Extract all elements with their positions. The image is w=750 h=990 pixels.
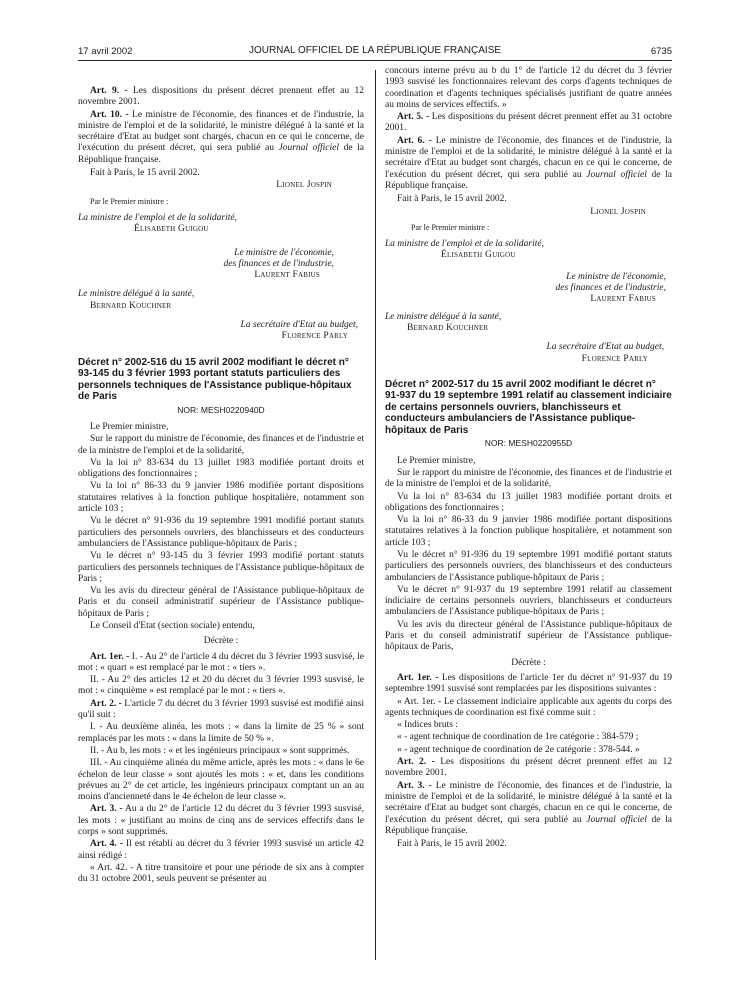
fait-a-paris: Fait à Paris, le 15 avril 2002. <box>90 168 200 179</box>
visa-4: Vu le décret n° 91-936 du 19 septembre 1991 modifié portant statuts particuliers des personnels ouvriers, des blanchisseurs et des conducteurs ambulanciers de l'Assistance publique-hôpitaux de Paris ; <box>385 550 672 583</box>
visa-2: Vu la loi n° 83-634 du 13 juillet 1983 modifiée portant droits et obligations des fonctionnaires ; <box>385 491 672 513</box>
article-3: Art. 3. - Le ministre de l'économie, des finances et de l'industrie, la ministre de l'emploi et de la solidarité, le ministre délégué à la santé et la secrétaire d'Etat au budget sont chargés, chacun en ce qui le concerne, de l'exécution du présent décret, qui sera publié au Journal officiel de la République française. <box>385 780 673 836</box>
indice-2e-categorie: « - agent technique de coordination de 2e catégorie : 378-544. » <box>397 744 640 755</box>
article-1-quote: « Art. 1er. - Le classement indiciaire applicable aux agents du corps des agents techniques de coordination est fixé comme suit : <box>385 696 672 718</box>
fait-a-paris-2: Fait à Paris, le 15 avril 2002. <box>397 839 507 850</box>
title-ministre-emploi: La ministre de l'emploi et de la solidarité, <box>385 239 544 250</box>
page-header <box>78 44 672 61</box>
article-4: Art. 4. - Il est rétabli au décret du 3 février 1993 susvisé un article 42 ainsi rédigé : <box>78 839 364 861</box>
fait-a-paris: Fait à Paris, le 15 avril 2002. <box>397 194 507 205</box>
column-divider <box>375 70 376 960</box>
indice-1re-categorie: « - agent technique de coordination de 1re catégorie : 384-579 ; <box>397 732 639 743</box>
visa-6: Vu les avis du directeur général de l'Assistance publique-hôpitaux de Paris et du conseil administratif supérieur de l'Assistance publique-hôpitaux de Paris, <box>385 619 672 653</box>
title-secretaire-budget: La secrétaire d'Etat au budget, <box>546 342 664 353</box>
signature-fabius: Laurent Fabius <box>254 270 320 281</box>
signature-parly: Florence Parly <box>581 353 648 364</box>
signature-guigou: Élisabeth Guigou <box>134 224 209 235</box>
signature-fabius: Laurent Fabius <box>590 294 656 305</box>
visa-1: Sur le rapport du ministre de l'économie, des finances et de l'industrie et de la ministre de l'emploi et de la solidarité, <box>385 467 672 490</box>
par-premier-ministre: Par le Premier ministre : <box>411 222 490 232</box>
par-premier-ministre: Par le Premier ministre : <box>90 196 169 206</box>
article-9: Art. 9. - Les dispositions du présent décret prennent effet au 12 novembre 2001. <box>78 86 365 108</box>
article-2-ii: II. - Au b, les mots : « et les ingénieurs principaux » sont supprimés. <box>90 745 350 756</box>
decree-517-title: Décret n° 2002-517 du 15 avril 2002 modifiant le décret n° 91-937 du 19 septembre 1991 relatif au classement indiciaire de certains personnels ouvriers, blanchisseurs et conducteurs ambulanciers de l'Assistance publique-hôpitaux de Paris <box>385 378 672 436</box>
visa-5: Vu le décret n° 93-145 du 3 février 1993 modifié portant statuts particuliers des personnels techniques de l'Assistance publique-hôpitaux de Paris ; <box>78 551 364 584</box>
visa-4: Vu le décret n° 91-936 du 19 septembre 1991 modifié portant statuts particuliers des personnels ouvriers, des blanchisseurs et des conducteurs ambulanciers de l'Assistance publique-hôpitaux de Paris ; <box>78 516 364 549</box>
title-ministre-sante: Le ministre délégué à la santé, <box>78 289 195 300</box>
visa-3: Vu la loi n° 86-33 du 9 janvier 1986 modifiée portant dispositions statutaires relatives à la fonction publique hospitalière, notamment son article 103 ; <box>78 481 364 515</box>
article-1-ii: II. - Au 2° des articles 12 et 20 du décret du 3 février 1993 susvisé, le mot : « cinquième » est remplacé par le mot : « tiers ». <box>78 675 364 697</box>
article-2-i: I. - Au deuxième alinéa, les mots : « dans la limite de 25 % » sont remplacés par les mots : « dans la limite de 50 % ». <box>78 722 364 744</box>
signature-jospin: Lionel Jospin <box>590 206 646 217</box>
article-10: Art. 10. - Le ministre de l'économie, des finances et de l'industrie, la ministre de l'emploi et de la solidarité, le ministre délégué à la santé et la secrétaire d'Etat au budget sont chargés, chacun en ce qui le concerne, de l'exécution du présent décret, qui sera publié au Journal officiel de la République française. <box>78 109 364 165</box>
nor-reference: NOR: MESH0220955D <box>484 438 573 449</box>
decrete: Décrète : <box>203 636 239 647</box>
title-ministre-finances: des finances et de l'industrie, <box>555 283 666 294</box>
indices-bruts: « Indices bruts : <box>397 720 458 731</box>
signature-parly: Florence Parly <box>281 331 348 342</box>
right-column <box>385 66 672 851</box>
title-ministre-economie: Le ministre de l'économie, <box>566 271 666 282</box>
title-secretaire-budget: La secrétaire d'Etat au budget, <box>240 320 358 331</box>
visa-5: Vu le décret n° 91-937 du 19 septembre 1991 relatif au classement indiciaire de certains personnels ouvriers, blanchisseurs et conducteurs ambulanciers de l'Assistance publique-hôpitaux de Paris ; <box>385 584 672 618</box>
article-1: Art. 1er. - Les dispositions de l'article 1er du décret n° 91-937 du 19 septembre 1991 susvisé sont remplacées par les dispositions suivantes : <box>385 672 672 695</box>
article-2-iii: III. - Au cinquième alinéa du même article, après les mots : « dans le 6e échelon de leur classe » sont ajoutés les mots : « et, dans les conditions prévues au 2° de cet article, les ingénieurs principaux comptant un an au moins d'ancienneté dans le 4e échelon de leur classe ». <box>78 758 364 803</box>
article-42-continued: concours interne prévu au b du 1° de l'article 12 du décret du 3 février 1993 susvisé les fonctionnaires relevant des corps d'agents techniques de coordination et d'agents techniques spécialisés justifiant de quatre années au moins de services effectifs. » <box>385 66 672 110</box>
article-1: Art. 1er. - I. - Au 2° de l'article 4 du décret du 3 février 1993 susvisé, le mot : « quart » est remplacé par le mot : « tiers ». <box>78 651 364 673</box>
header-title: JOURNAL OFFICIEL DE LA RÉPUBLIQUE FRANÇAISE <box>248 45 502 56</box>
signature-guigou: Élisabeth Guigou <box>441 250 516 261</box>
decree-516-title: Décret n° 2002-516 du 15 avril 2002 modifiant le décret n° 93-145 du 3 février 1993 portant statuts particuliers des personnels techniques de l'Assistance publique-hôpitaux de Paris <box>78 356 352 403</box>
header-page-number: 6735 <box>650 46 672 57</box>
article-5: Art. 5. - Les dispositions du présent décret prennent effet au 31 octobre 2001. <box>385 112 673 134</box>
visa-7: Le Conseil d'Etat (section sociale) entendu, <box>90 620 255 631</box>
title-ministre-emploi: La ministre de l'emploi et de la solidarité, <box>78 212 237 223</box>
signature-jospin: Lionel Jospin <box>276 180 332 191</box>
decrete: Décrète : <box>511 657 546 668</box>
article-3: Art. 3. - Au a du 2° de l'article 12 du décret du 3 février 1993 susvisé, les mots : « justifiant au moins de cinq ans de services effectifs dans le corps » sont supprimés. <box>78 804 364 838</box>
title-ministre-finances: des finances et de l'industrie, <box>223 258 334 269</box>
title-ministre-economie: Le ministre de l'économie, <box>234 247 334 258</box>
nor-reference: NOR: MESH0220940D <box>177 404 265 415</box>
title-ministre-sante: Le ministre délégué à la santé, <box>385 311 502 322</box>
article-2: Art. 2. - L'article 7 du décret du 3 février 1993 susvisé est modifié ainsi qu'il suit : <box>78 698 364 721</box>
visa-2: Vu la loi n° 83-634 du 13 juillet 1983 modifiée portant droits et obligations des fonctionnaires ; <box>78 457 364 480</box>
premier-ministre: Le Premier ministre, <box>90 421 169 432</box>
visa-3: Vu la loi n° 86-33 du 9 janvier 1986 modifiée portant dispositions statutaires relatives à la fonction publique hospitalière, et notamment son article 103 ; <box>385 515 672 548</box>
header-date: 17 avril 2002 <box>78 46 133 57</box>
signature-kouchner: Bernard Kouchner <box>90 300 172 311</box>
premier-ministre: Le Premier ministre, <box>397 455 476 466</box>
article-42: « Art. 42. - A titre transitoire et pour une période de six ans à compter du 31 octobre 2001, seuls peuvent se présenter au <box>78 862 364 885</box>
visa-6: Vu les avis du directeur général de l'Assistance publique-hôpitaux de Paris et du conseil administratif supérieur de l'Assistance publique-hôpitaux de Paris ; <box>78 586 364 619</box>
article-6: Art. 6. - Le ministre de l'économie, des finances et de l'industrie, la ministre de l'emploi et de la solidarité, le ministre délégué à la santé et la secrétaire d'Etat au budget sont chargés, chacun en ce qui le concerne, de l'exécution du présent décret, qui sera publié au Journal officiel de la République française. <box>385 135 673 191</box>
signature-kouchner: Bernard Kouchner <box>407 322 489 333</box>
visa-1: Sur le rapport du ministre de l'économie, des finances et de l'industrie et de la ministre de l'emploi et de la solidarité, <box>78 434 364 456</box>
article-2: Art. 2. - Les dispositions du présent décret prennent effet au 12 novembre 2001. <box>385 757 672 779</box>
left-column <box>78 86 364 887</box>
